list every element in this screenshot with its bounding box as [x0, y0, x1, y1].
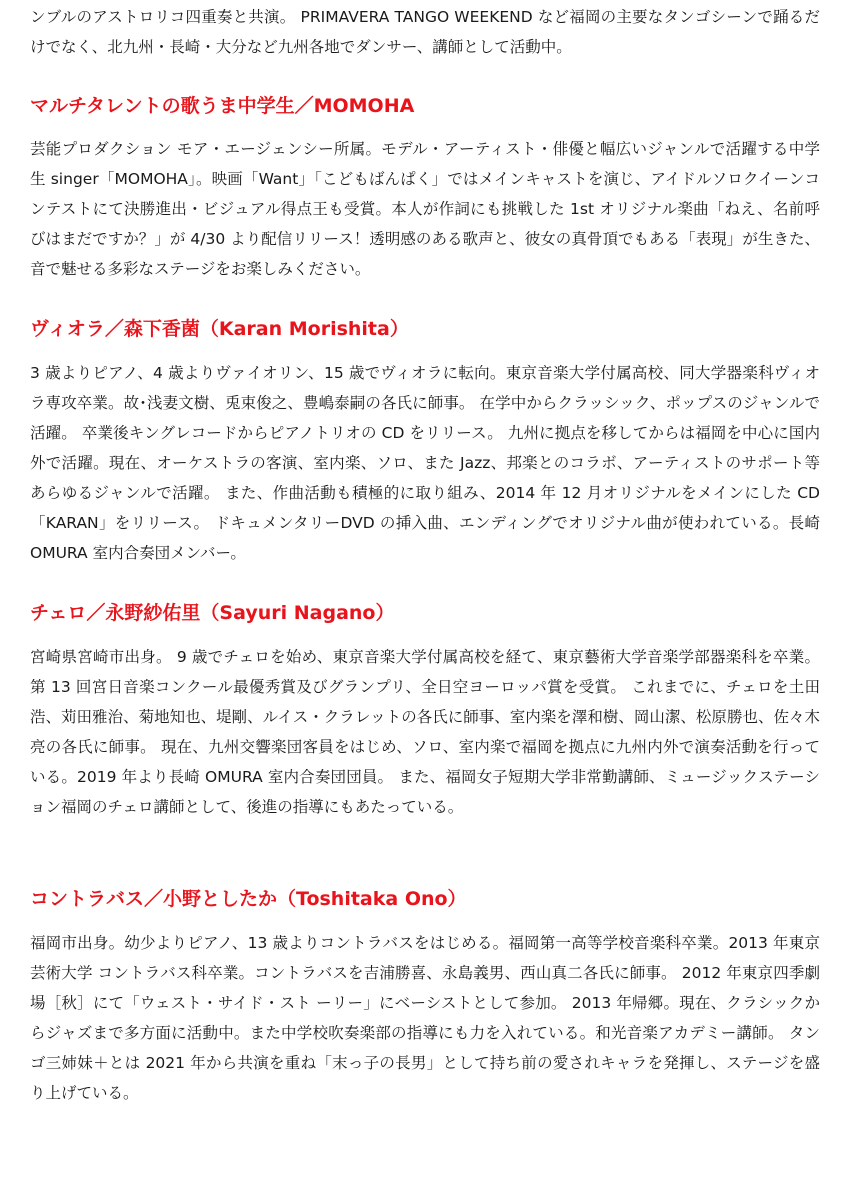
- section-paragraph: 福岡市出身。幼少よりピアノ、13 歳よりコントラバスをはじめる。福岡第一高等学校音楽科卒業。2013 年東京芸術大学 コントラバス科卒業。コントラバスを吉浦勝喜、永島義男、西山真二各氏に師事。 2012 年東京四季劇場［秋］にて「ウェスト・サイド・スト ーリー」にベーシストとして参加。 2013 年帰郷。現在、クラシックからジャズまで多方面に活動中。また中学校吹奏楽部の指導にも力を入れている。和光音楽アカデミー講師。 タンゴ三姉妹＋とは 2021 年から共演を重ね「末っ子の長男」として持ち前の愛されキャラを発揮し、ステージを盛り上げている。: [30, 934, 820, 1102]
- section-body-cello: [30, 642, 820, 822]
- section-heading-contrabass: コントラバス／小野としたか（Toshitaka Ono）: [30, 888, 467, 910]
- section-body-viola: [30, 358, 820, 568]
- section-paragraph: 芸能プロダクション モア・エージェンシー所属。モデル・アーティスト・俳優と幅広いジャンルで活躍する中学生 singer「MOMOHA」。映画「Want」「こどもばんぱく」ではメインキャストを演じ、アイドルソロクイーンコンテストにて決勝進出・ビジュアル得点王も受賞。本人が作詞にも挑戦した 1st オリジナル楽曲「ねえ、名前呼びはまだですか？」が 4/30 より配信リリース！透明感のある歌声と、彼女の真骨頂でもある「表現」が生きた、音で魅せる多彩なステージをお楽しみください。: [30, 140, 820, 278]
- intro-block: [30, 2, 820, 62]
- section-heading-cello: チェロ／永野紗佑里（Sayuri Nagano）: [30, 602, 395, 624]
- section-body-contrabass: [30, 928, 820, 1108]
- section-paragraph: 3 歳よりピアノ、4 歳よりヴァイオリン、15 歳でヴィオラに転向。東京音楽大学付属高校、同大学器楽科ヴィオラ専攻卒業。故･浅妻文樹、兎束俊之、豊嶋泰嗣の各氏に師事。 在学中からクラッシック、ポップスのジャンルで活躍。 卒業後キングレコードからピアノトリオの CD をリリース。 九州に拠点を移してからは福岡を中心に国内外で活躍。現在、オーケストラの客演、室内楽、ソロ、また Jazz、邦楽とのコラボ、アーティストのサポート等あらゆるジャンルで活躍。 また、作曲活動も積極的に取り組み、2014 年 12 月オリジナルをメインにした CD「KARAN」をリリース。 ドキュメンタリーDVD の挿入曲、エンディングでオリジナル曲が使われている。長崎 OMURA 室内合奏団メンバー。: [30, 364, 820, 562]
- section-heading-momoha: マルチタレントの歌うま中学生／MOMOHA: [30, 95, 415, 117]
- section-paragraph: 宮崎県宮崎市出身。 9 歳でチェロを始め、東京音楽大学付属高校を経て、東京藝術大学音楽学部器楽科を卒業。 第 13 回宮日音楽コンクール最優秀賞及びグランプリ、全日空ヨーロッパ賞を受賞。 これまでに、チェロを土田浩、苅田雅治、菊地知也、堤剛、ルイス・クラレットの各氏に師事、室内楽を澤和樹、岡山潔、松原勝也、佐々木亮の各氏に師事。 現在、九州交響楽団客員をはじめ、ソロ、室内楽で福岡を拠点に九州内外で演奏活動を行っている。2019 年より長崎 OMURA 室内合奏団団員。 また、福岡女子短期大学非常勤講師、ミュージックステーション福岡のチェロ講師として、後進の指導にもあたっている。: [30, 648, 820, 816]
- intro-paragraph: ンブルのアストロリコ四重奏と共演。 PRIMAVERA TANGO WEEKEND など福岡の主要なタンゴシーンで踊るだけでなく、北九州・長崎・大分など九州各地でダンサー、講師として活動中。: [30, 8, 820, 56]
- section-heading-viola: ヴィオラ／森下香菌（Karan Morishita）: [30, 318, 409, 340]
- section-body-momoha: [30, 134, 820, 284]
